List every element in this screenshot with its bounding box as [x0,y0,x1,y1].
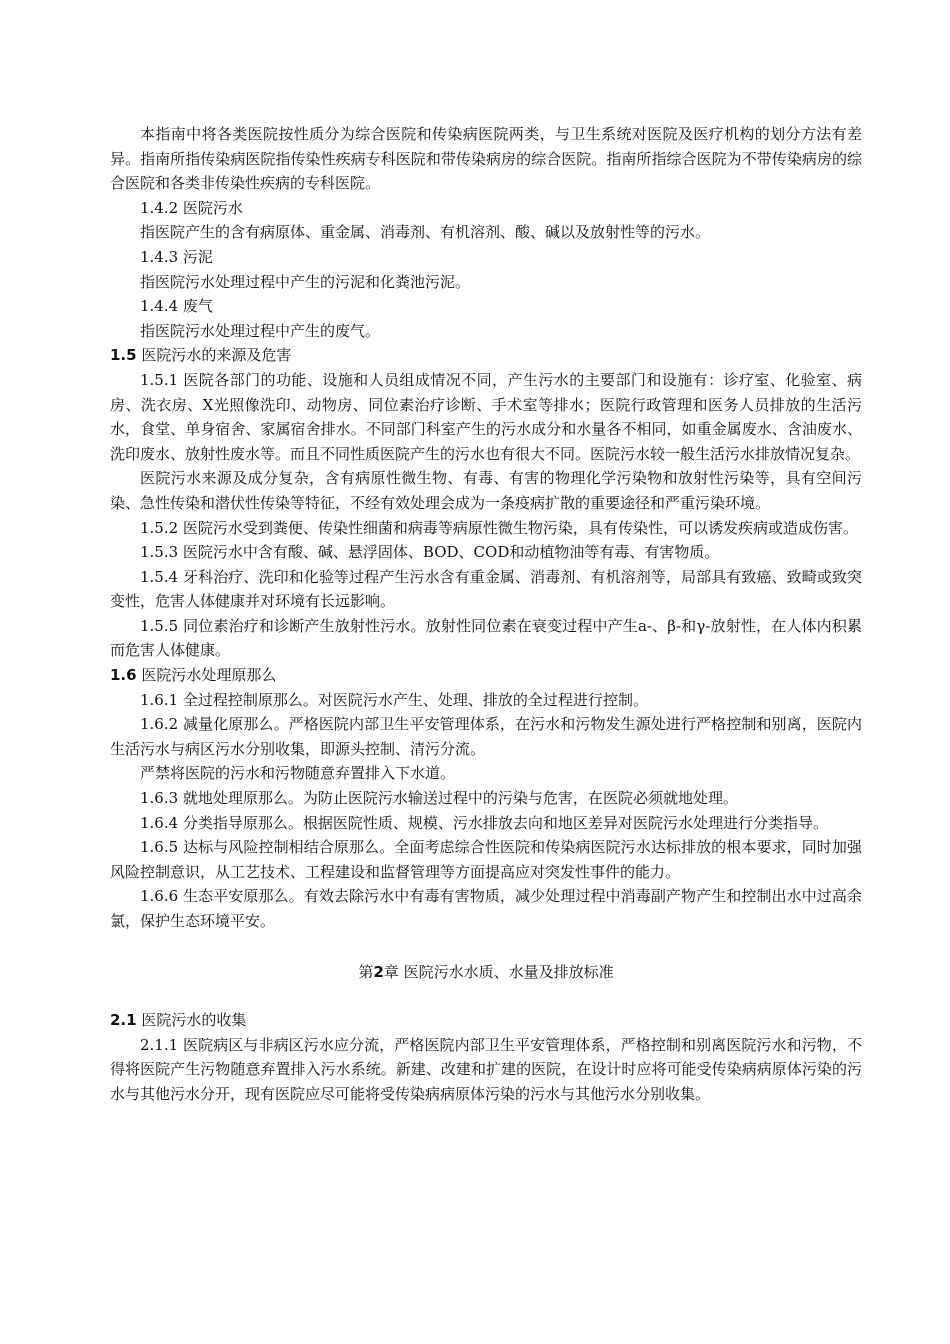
paragraph-1-5-4: 1.5.4 牙科治疗、洗印和化验等过程产生污水含有重金属、消毒剂、有机溶剂等，局部具有致癌、致畸或致突变性，危害人体健康并对环境有长远影响。 [110,567,862,611]
section-title: 医院污水处理原那么 [141,666,277,685]
chapter-prefix: 第 [358,962,374,981]
subsection-heading-1-4-3: 1.4.3 污泥 [140,247,213,266]
section-heading-1-6 [110,663,862,688]
paragraph-1-5-2: 1.5.2 医院污水受到粪便、传染性细菌和病毒等病原性微生物污染，具有传染性，可以诱发疾病或造成伤害。 [140,518,858,537]
paragraph-1-4-4: 指医院污水处理过程中产生的废气。 [140,321,381,340]
paragraph-1-5-5: 1.5.5 同位素治疗和诊断产生放射性污水。放射性同位素在衰变过程中产生a-、β-和γ-放射性，在人体内积累而危害人体健康。 [110,616,862,660]
paragraph-1-6-3: 1.6.3 就地处理原那么。为防止医院污水输送过程中的污染与危害，在医院必须就地处理。 [140,789,738,808]
intro-paragraph: 本指南中将各类医院按性质分为综合医院和传染病医院两类，与卫生系统对医院及医疗机构的划分方法有差异。指南所指传染病医院指传染性疾病专科医院和带传染病房的综合医院。指南所指综合医院为不带传染病房的综合医院和各类非传染性疾病的专科医院。 [110,125,862,193]
chapter-title: 章 医院污水水质、水量及排放标准 [383,962,614,981]
section-number: 1.6 [110,666,137,685]
section-title: 医院污水的收集 [141,1011,247,1030]
chapter-number: 2 [373,962,384,981]
paragraph-1-4-2: 指医院产生的含有病原体、重金属、消毒剂、有机溶剂、酸、碱以及放射性等的污水。 [140,223,711,242]
paragraph-1-6-5: 1.6.5 达标与风险控制相结合原那么。全面考虑综合性医院和传染病医院污水达标排放的根本要求，同时加强风险控制意识，从工艺技术、工程建设和监督管理等方面提高应对突发性事件的能力。 [110,838,862,881]
paragraph-1-5-3: 1.5.3 医院污水中含有酸、碱、悬浮固体、BOD、COD和动植物油等有毒、有害物质。 [140,543,720,562]
paragraph-1-5-1: 1.5.1 医院各部门的功能、设施和人员组成情况不同，产生污水的主要部门和设施有：诊疗室、化验室、病房、洗衣房、X光照像洗印、动物房、同位素治疗诊断、手术室等排水；医院行政管理和医务人员排放的生活污水，食堂、单身宿舍、家属宿舍排水。不同部门科室产生的污水成分和水量各不相同，如重金属废水、含油废水、洗印废水、放射性废水等。而且不同性质医院产生的污水也有很大不同。医院污水较一般生活污水排放情况复杂。 [110,370,862,463]
paragraph-1-5-1-b: 医院污水来源及成分复杂，含有病原性微生物、有毒、有害的物理化学污染物和放射性污染等，具有空间污染、急性传染和潜伏性传染等特征，不经有效处理会成为一条疫病扩散的重要途径和严重污染环境。 [110,469,862,512]
document-page [110,122,862,1107]
section-number: 2.1 [110,1011,137,1030]
paragraph-1-6-2-b: 严禁将医院的污水和污物随意弃置排入下水道。 [140,764,456,783]
subsection-heading-1-4-2: 1.4.2 医院污水 [140,198,243,217]
section-number: 1.5 [110,346,137,365]
paragraph-1-4-3: 指医院污水处理过程中产生的污泥和化粪池污泥。 [140,272,471,291]
section-heading-2-1 [110,1008,862,1033]
chapter-heading [110,960,862,985]
paragraph-1-6-2: 1.6.2 减量化原那么。严格医院内部卫生平安管理体系，在污水和污物发生源处进行严格控制和别离，医院内生活污水与病区污水分别收集，即源头控制、清污分流。 [110,715,862,758]
paragraph-1-6-6: 1.6.6 生态平安原那么。有效去除污水中有毒有害物质，减少处理过程中消毒副产物产生和控制出水中过高余氯，保护生态环境平安。 [110,887,862,930]
paragraph-2-1-1: 2.1.1 医院病区与非病区污水应分流，严格医院内部卫生平安管理体系，严格控制和别离医院污水和污物，不得将医院产生污物随意弃置排入污水系统。新建、改建和扩建的医院，在设计时应将可能受传染病病原体污染的污水与其他污水分开，现有医院应尽可能将受传染病病原体污染的污水与其他污水分别收集。 [110,1035,862,1103]
subsection-heading-1-4-4: 1.4.4 废气 [140,297,213,316]
paragraph-1-6-1: 1.6.1 全过程控制原那么。对医院污水产生、处理、排放的全过程进行控制。 [140,690,648,709]
paragraph-1-6-4: 1.6.4 分类指导原那么。根据医院性质、规模、污水排放去向和地区差异对医院污水处理进行分类指导。 [140,813,828,832]
section-title: 医院污水的来源及危害 [141,346,292,365]
section-heading-1-5 [110,343,862,368]
